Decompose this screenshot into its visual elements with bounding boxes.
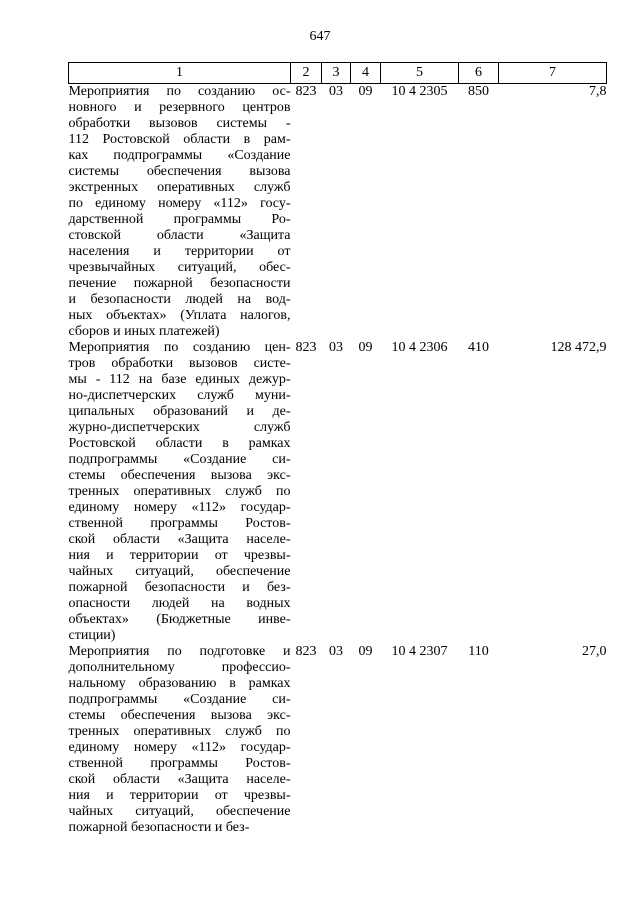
column-header: 4 xyxy=(351,63,381,84)
description-line: стемы обеспечения вызова экс- xyxy=(68,708,291,723)
expense-type-code: 410 xyxy=(468,340,489,355)
description-line: ственной программы Ростов- xyxy=(68,516,291,531)
description-line: пожарной безопасности и без- xyxy=(68,820,250,835)
amount-cell: 27,0 xyxy=(582,644,607,659)
description-line: единому номеру «112» государ- xyxy=(68,500,291,515)
description-line: обработки вызовов системы - xyxy=(68,116,291,131)
chapter-code: 823 xyxy=(295,340,317,355)
description-line: экстренных оперативных служб xyxy=(68,180,291,195)
description-line: ской области «Защита населе- xyxy=(68,532,291,547)
description-line: Мероприятия по созданию цен- xyxy=(68,340,291,355)
column-header: 3 xyxy=(322,63,351,84)
description-line: ственной программы Ростов- xyxy=(68,756,291,771)
description-line: печение пожарной безопасности xyxy=(68,276,291,291)
description-line: Ростовской области в рамках xyxy=(68,436,291,451)
description-line: ках подпрограммы «Создание xyxy=(68,148,291,163)
description-line: новного и резервного центров xyxy=(68,100,291,115)
description-line: и безопасности людей на вод- xyxy=(68,292,291,307)
description-line: сборов и иных платежей) xyxy=(68,324,220,339)
table-row xyxy=(69,644,607,836)
description-line: 112 Ростовской области в рам- xyxy=(68,132,291,147)
description-line: опасности людей на водных xyxy=(68,596,291,611)
description-line: чайных ситуаций, обеспечение xyxy=(68,564,291,579)
description-line: Мероприятия по подготовке и xyxy=(68,644,291,659)
table-row xyxy=(69,84,607,341)
description-line: Мероприятия по созданию ос- xyxy=(68,84,291,99)
description-line: ных объектах» (Уплата налогов, xyxy=(68,308,291,323)
description-line: ципальных образований и де- xyxy=(68,404,291,419)
target-article-code: 10 4 2305 xyxy=(391,84,448,99)
column-header: 6 xyxy=(459,63,499,84)
description-line: стемы обеспечения вызова экс- xyxy=(68,468,291,483)
row-description xyxy=(69,644,291,836)
budget-table xyxy=(68,62,607,836)
column-header: 5 xyxy=(381,63,459,84)
description-line: по единому номеру «112» госу- xyxy=(68,196,291,211)
description-line: ния и территории от чрезвы- xyxy=(68,788,291,803)
chapter-code: 823 xyxy=(295,644,317,659)
section-code: 03 xyxy=(329,84,343,99)
description-line: чрезвычайных ситуаций, обес- xyxy=(68,260,291,275)
description-line: ской области «Защита населе- xyxy=(68,772,291,787)
subsection-code: 09 xyxy=(358,340,373,355)
description-line: подпрограммы «Создание си- xyxy=(68,692,291,707)
description-line: подпрограммы «Создание си- xyxy=(68,452,291,467)
target-article-code: 10 4 2307 xyxy=(391,644,448,659)
section-code: 03 xyxy=(329,340,343,355)
description-line: но-диспетчерских служб муни- xyxy=(68,388,291,403)
description-line: нальному образованию в рамках xyxy=(68,676,291,691)
subsection-code: 09 xyxy=(358,84,373,99)
row-description xyxy=(69,84,291,341)
chapter-code: 823 xyxy=(295,84,317,99)
column-header: 1 xyxy=(69,63,291,84)
expense-type-code: 110 xyxy=(468,644,489,659)
description-line: мы - 112 на базе единых дежур- xyxy=(68,372,291,387)
description-line: системы обеспечения вызова xyxy=(68,164,291,179)
amount-cell: 128 472,9 xyxy=(550,340,607,355)
description-line: журно-диспетчерских служб xyxy=(68,420,291,435)
description-line: населения и территории от xyxy=(68,244,291,259)
description-line: тренных оперативных служб по xyxy=(68,724,291,739)
column-header: 7 xyxy=(499,63,607,84)
target-article-code: 10 4 2306 xyxy=(391,340,448,355)
description-line: объектах» (Бюджетные инве- xyxy=(68,612,291,627)
description-line: ния и территории от чрезвы- xyxy=(68,548,291,563)
table-header-row xyxy=(69,63,607,84)
amount-cell: 7,8 xyxy=(589,84,607,99)
column-header: 2 xyxy=(291,63,322,84)
table-row xyxy=(69,340,607,644)
expense-type-code: 850 xyxy=(468,84,489,99)
description-line: тров обработки вызовов систе- xyxy=(68,356,291,371)
description-line: пожарной безопасности и без- xyxy=(68,580,291,595)
section-code: 03 xyxy=(329,644,343,659)
description-line: единому номеру «112» государ- xyxy=(68,740,291,755)
table-body xyxy=(69,84,607,837)
description-line: чайных ситуаций, обеспечение xyxy=(68,804,291,819)
page-number: 647 xyxy=(309,29,331,44)
description-line: тренных оперативных служб по xyxy=(68,484,291,499)
row-description xyxy=(69,340,291,644)
description-line: стовской области «Защита xyxy=(68,228,291,243)
description-line: дополнительному профессио- xyxy=(68,660,291,675)
description-line: стиции) xyxy=(68,628,116,643)
subsection-code: 09 xyxy=(358,644,373,659)
description-line: дарственной программы Ро- xyxy=(68,212,291,227)
